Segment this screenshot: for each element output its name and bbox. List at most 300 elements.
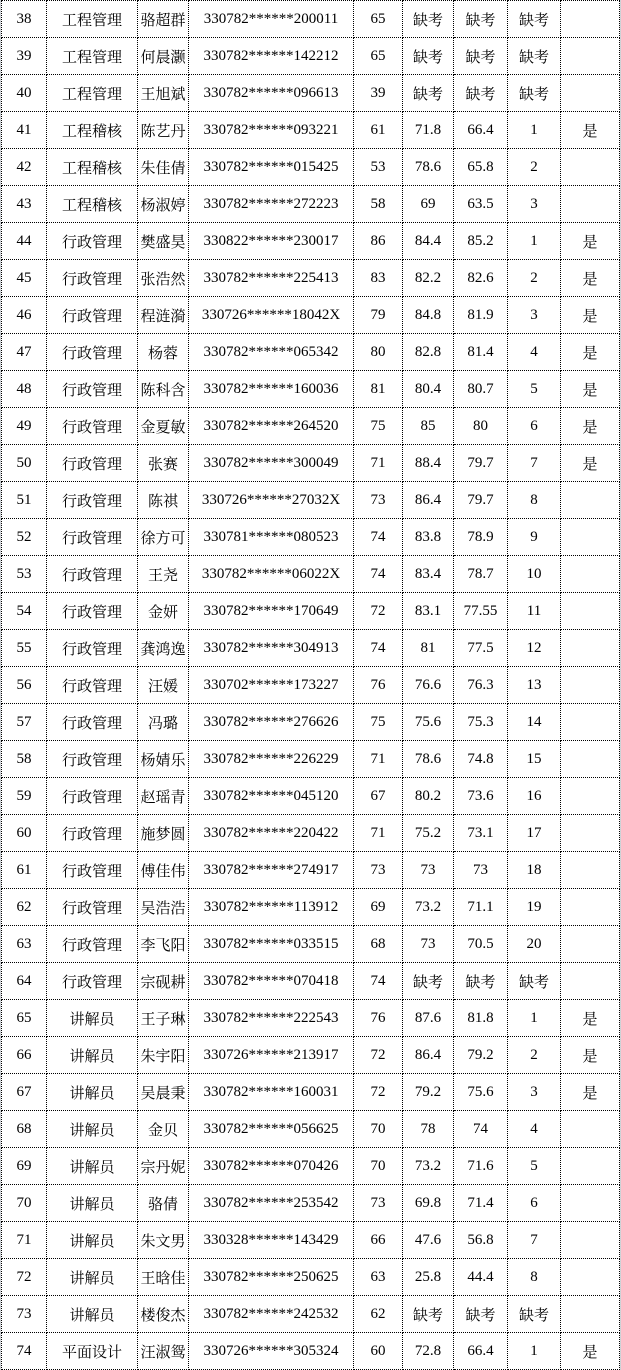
qualified-cell (561, 593, 620, 630)
qualified-cell (561, 482, 620, 519)
id-number-cell: 330782******220422 (189, 815, 354, 852)
id-number-cell: 330782******226229 (189, 741, 354, 778)
qualified-cell: 是 (561, 1074, 620, 1111)
name-cell: 樊盛昊 (138, 223, 189, 260)
id-number-cell: 330782******170649 (189, 593, 354, 630)
name-cell: 宗砚耕 (138, 963, 189, 1000)
rank-cell: 7 (508, 445, 561, 482)
row-number-cell: 65 (2, 1000, 47, 1037)
name-cell: 龚鸿逸 (138, 630, 189, 667)
name-cell: 李飞阳 (138, 926, 189, 963)
table-row (2, 519, 620, 556)
position-cell: 行政管理 (47, 963, 138, 1000)
qualified-cell: 是 (561, 223, 620, 260)
table-row (2, 186, 620, 223)
id-number-cell: 330782******304913 (189, 630, 354, 667)
name-cell: 骆超群 (138, 1, 189, 38)
score-1-cell: 69 (354, 889, 403, 926)
id-number-cell: 330781******080523 (189, 519, 354, 556)
qualified-cell (561, 963, 620, 1000)
table-row (2, 223, 620, 260)
position-cell: 行政管理 (47, 704, 138, 741)
qualified-cell (561, 75, 620, 112)
qualified-cell: 是 (561, 297, 620, 334)
score-1-cell: 74 (354, 963, 403, 1000)
qualified-cell (561, 704, 620, 741)
score-3-cell: 75.3 (454, 704, 508, 741)
position-cell: 工程稽核 (47, 112, 138, 149)
position-cell: 行政管理 (47, 371, 138, 408)
id-number-cell: 330782******300049 (189, 445, 354, 482)
row-number-cell: 61 (2, 852, 47, 889)
position-cell: 行政管理 (47, 260, 138, 297)
score-2-cell: 88.4 (403, 445, 454, 482)
score-2-cell: 69.8 (403, 1185, 454, 1222)
score-2-cell: 87.6 (403, 1000, 454, 1037)
score-1-cell: 60 (354, 1333, 403, 1370)
name-cell: 杨婧乐 (138, 741, 189, 778)
row-number-cell: 55 (2, 630, 47, 667)
qualified-cell (561, 556, 620, 593)
name-cell: 宗丹妮 (138, 1148, 189, 1185)
qualified-cell (561, 1, 620, 38)
name-cell: 汪媛 (138, 667, 189, 704)
rank-cell: 1 (508, 223, 561, 260)
name-cell: 陈科含 (138, 371, 189, 408)
rank-cell: 3 (508, 186, 561, 223)
score-1-cell: 58 (354, 186, 403, 223)
id-number-cell: 330782******222543 (189, 1000, 354, 1037)
score-3-cell: 66.4 (454, 112, 508, 149)
row-number-cell: 49 (2, 408, 47, 445)
row-number-cell: 40 (2, 75, 47, 112)
name-cell: 朱文男 (138, 1222, 189, 1259)
position-cell: 讲解员 (47, 1222, 138, 1259)
score-2-cell: 73.2 (403, 889, 454, 926)
id-number-cell: 330782******045120 (189, 778, 354, 815)
name-cell: 冯璐 (138, 704, 189, 741)
rank-cell: 缺考 (508, 963, 561, 1000)
qualified-cell: 是 (561, 260, 620, 297)
row-number-cell: 67 (2, 1074, 47, 1111)
table-row (2, 445, 620, 482)
name-cell: 朱宇阳 (138, 1037, 189, 1074)
score-3-cell: 缺考 (454, 1, 508, 38)
id-number-cell: 330726******18042X (189, 297, 354, 334)
qualified-cell: 是 (561, 408, 620, 445)
table-row (2, 1111, 620, 1148)
name-cell: 王子琳 (138, 1000, 189, 1037)
position-cell: 工程稽核 (47, 186, 138, 223)
id-number-cell: 330726******213917 (189, 1037, 354, 1074)
position-cell: 行政管理 (47, 778, 138, 815)
name-cell: 朱佳倩 (138, 149, 189, 186)
id-number-cell: 330782******225413 (189, 260, 354, 297)
table-row (2, 630, 620, 667)
score-2-cell: 78.6 (403, 741, 454, 778)
score-3-cell: 缺考 (454, 38, 508, 75)
position-cell: 讲解员 (47, 1296, 138, 1333)
table-row (2, 1333, 620, 1370)
position-cell: 讲解员 (47, 1000, 138, 1037)
score-1-cell: 73 (354, 482, 403, 519)
rank-cell: 8 (508, 482, 561, 519)
score-1-cell: 66 (354, 1222, 403, 1259)
row-number-cell: 54 (2, 593, 47, 630)
position-cell: 行政管理 (47, 482, 138, 519)
position-cell: 行政管理 (47, 519, 138, 556)
table-row (2, 852, 620, 889)
position-cell: 行政管理 (47, 741, 138, 778)
row-number-cell: 58 (2, 741, 47, 778)
id-number-cell: 330782******274917 (189, 852, 354, 889)
score-3-cell: 80 (454, 408, 508, 445)
table-row (2, 963, 620, 1000)
qualified-cell: 是 (561, 1333, 620, 1370)
score-1-cell: 74 (354, 519, 403, 556)
name-cell: 杨蓉 (138, 334, 189, 371)
id-number-cell: 330782******264520 (189, 408, 354, 445)
table-row (2, 1222, 620, 1259)
score-1-cell: 70 (354, 1148, 403, 1185)
position-cell: 讲解员 (47, 1074, 138, 1111)
id-number-cell: 330782******272223 (189, 186, 354, 223)
qualified-cell: 是 (561, 445, 620, 482)
name-cell: 赵瑶青 (138, 778, 189, 815)
name-cell: 金夏敏 (138, 408, 189, 445)
table-row (2, 1037, 620, 1074)
rank-cell: 5 (508, 371, 561, 408)
score-2-cell: 缺考 (403, 1, 454, 38)
name-cell: 金贝 (138, 1111, 189, 1148)
position-cell: 工程稽核 (47, 149, 138, 186)
position-cell: 行政管理 (47, 408, 138, 445)
score-3-cell: 74.8 (454, 741, 508, 778)
name-cell: 王旭斌 (138, 75, 189, 112)
qualified-cell: 是 (561, 1037, 620, 1074)
qualified-cell (561, 38, 620, 75)
position-cell: 工程管理 (47, 75, 138, 112)
position-cell: 行政管理 (47, 667, 138, 704)
score-1-cell: 71 (354, 445, 403, 482)
name-cell: 何晨灏 (138, 38, 189, 75)
score-2-cell: 85 (403, 408, 454, 445)
score-2-cell: 缺考 (403, 1296, 454, 1333)
row-number-cell: 64 (2, 963, 47, 1000)
name-cell: 吴晨秉 (138, 1074, 189, 1111)
id-number-cell: 330782******253542 (189, 1185, 354, 1222)
id-number-cell: 330782******070426 (189, 1148, 354, 1185)
score-2-cell: 76.6 (403, 667, 454, 704)
score-3-cell: 75.6 (454, 1074, 508, 1111)
score-3-cell: 73.6 (454, 778, 508, 815)
table-row (2, 334, 620, 371)
rank-cell: 1 (508, 1333, 561, 1370)
qualified-cell (561, 186, 620, 223)
score-1-cell: 72 (354, 1074, 403, 1111)
results-table-body (2, 1, 620, 1370)
rank-cell: 11 (508, 593, 561, 630)
table-row (2, 741, 620, 778)
score-3-cell: 56.8 (454, 1222, 508, 1259)
score-3-cell: 81.8 (454, 1000, 508, 1037)
table-row (2, 1, 620, 38)
table-row (2, 112, 620, 149)
qualified-cell: 是 (561, 371, 620, 408)
row-number-cell: 56 (2, 667, 47, 704)
id-number-cell: 330782******242532 (189, 1296, 354, 1333)
name-cell: 金妍 (138, 593, 189, 630)
position-cell: 行政管理 (47, 445, 138, 482)
table-row (2, 1000, 620, 1037)
score-2-cell: 73.2 (403, 1148, 454, 1185)
position-cell: 工程管理 (47, 1, 138, 38)
name-cell: 楼俊杰 (138, 1296, 189, 1333)
score-2-cell: 47.6 (403, 1222, 454, 1259)
rank-cell: 1 (508, 112, 561, 149)
score-2-cell: 81 (403, 630, 454, 667)
position-cell: 讲解员 (47, 1148, 138, 1185)
score-3-cell: 缺考 (454, 963, 508, 1000)
row-number-cell: 39 (2, 38, 47, 75)
qualified-cell (561, 630, 620, 667)
score-1-cell: 68 (354, 926, 403, 963)
qualified-cell (561, 741, 620, 778)
score-1-cell: 71 (354, 741, 403, 778)
score-3-cell: 44.4 (454, 1259, 508, 1296)
position-cell: 讲解员 (47, 1111, 138, 1148)
row-number-cell: 53 (2, 556, 47, 593)
score-1-cell: 39 (354, 75, 403, 112)
score-3-cell: 73.1 (454, 815, 508, 852)
score-3-cell: 74 (454, 1111, 508, 1148)
row-number-cell: 60 (2, 815, 47, 852)
row-number-cell: 52 (2, 519, 47, 556)
score-3-cell: 66.4 (454, 1333, 508, 1370)
rank-cell: 5 (508, 1148, 561, 1185)
rank-cell: 缺考 (508, 75, 561, 112)
qualified-cell (561, 815, 620, 852)
score-2-cell: 75.2 (403, 815, 454, 852)
rank-cell: 3 (508, 1074, 561, 1111)
table-row (2, 1074, 620, 1111)
score-1-cell: 72 (354, 593, 403, 630)
table-row (2, 593, 620, 630)
qualified-cell (561, 1185, 620, 1222)
score-2-cell: 82.2 (403, 260, 454, 297)
name-cell: 张赛 (138, 445, 189, 482)
rank-cell: 16 (508, 778, 561, 815)
rank-cell: 7 (508, 1222, 561, 1259)
position-cell: 工程管理 (47, 38, 138, 75)
score-1-cell: 73 (354, 852, 403, 889)
score-3-cell: 71.1 (454, 889, 508, 926)
rank-cell: 17 (508, 815, 561, 852)
table-row (2, 371, 620, 408)
qualified-cell (561, 1111, 620, 1148)
name-cell: 杨淑婷 (138, 186, 189, 223)
row-number-cell: 41 (2, 112, 47, 149)
qualified-cell (561, 519, 620, 556)
id-number-cell: 330782******250625 (189, 1259, 354, 1296)
table-row (2, 556, 620, 593)
table-row (2, 1185, 620, 1222)
table-row (2, 889, 620, 926)
position-cell: 行政管理 (47, 556, 138, 593)
row-number-cell: 48 (2, 371, 47, 408)
rank-cell: 缺考 (508, 1296, 561, 1333)
row-number-cell: 38 (2, 1, 47, 38)
score-2-cell: 79.2 (403, 1074, 454, 1111)
row-number-cell: 45 (2, 260, 47, 297)
id-number-cell: 330782******015425 (189, 149, 354, 186)
id-number-cell: 330782******160036 (189, 371, 354, 408)
position-cell: 讲解员 (47, 1185, 138, 1222)
rank-cell: 2 (508, 260, 561, 297)
score-3-cell: 缺考 (454, 1296, 508, 1333)
position-cell: 行政管理 (47, 815, 138, 852)
score-2-cell: 84.4 (403, 223, 454, 260)
table-row (2, 482, 620, 519)
id-number-cell: 330328******143429 (189, 1222, 354, 1259)
score-3-cell: 81.9 (454, 297, 508, 334)
score-3-cell: 63.5 (454, 186, 508, 223)
name-cell: 陈艺丹 (138, 112, 189, 149)
name-cell: 陈祺 (138, 482, 189, 519)
rank-cell: 2 (508, 1037, 561, 1074)
table-row (2, 778, 620, 815)
id-number-cell: 330782******06022X (189, 556, 354, 593)
position-cell: 讲解员 (47, 1259, 138, 1296)
id-number-cell: 330782******096613 (189, 75, 354, 112)
rank-cell: 20 (508, 926, 561, 963)
position-cell: 行政管理 (47, 852, 138, 889)
id-number-cell: 330726******27032X (189, 482, 354, 519)
rank-cell: 10 (508, 556, 561, 593)
score-3-cell: 70.5 (454, 926, 508, 963)
rank-cell: 13 (508, 667, 561, 704)
table-row (2, 149, 620, 186)
table-row (2, 704, 620, 741)
score-1-cell: 61 (354, 112, 403, 149)
score-3-cell: 77.5 (454, 630, 508, 667)
row-number-cell: 70 (2, 1185, 47, 1222)
score-1-cell: 62 (354, 1296, 403, 1333)
id-number-cell: 330782******113912 (189, 889, 354, 926)
score-1-cell: 65 (354, 1, 403, 38)
rank-cell: 缺考 (508, 38, 561, 75)
score-3-cell: 80.7 (454, 371, 508, 408)
score-3-cell: 79.7 (454, 445, 508, 482)
score-1-cell: 76 (354, 667, 403, 704)
id-number-cell: 330782******065342 (189, 334, 354, 371)
row-number-cell: 44 (2, 223, 47, 260)
table-row (2, 408, 620, 445)
row-number-cell: 59 (2, 778, 47, 815)
score-2-cell: 72.8 (403, 1333, 454, 1370)
table-row (2, 38, 620, 75)
id-number-cell: 330782******056625 (189, 1111, 354, 1148)
score-3-cell: 78.7 (454, 556, 508, 593)
id-number-cell: 330822******230017 (189, 223, 354, 260)
score-2-cell: 78.6 (403, 149, 454, 186)
position-cell: 行政管理 (47, 889, 138, 926)
rank-cell: 15 (508, 741, 561, 778)
score-3-cell: 65.8 (454, 149, 508, 186)
row-number-cell: 42 (2, 149, 47, 186)
table-row (2, 260, 620, 297)
qualified-cell (561, 1148, 620, 1185)
qualified-cell (561, 1296, 620, 1333)
name-cell: 张浩然 (138, 260, 189, 297)
qualified-cell: 是 (561, 1000, 620, 1037)
table-row (2, 297, 620, 334)
score-1-cell: 74 (354, 556, 403, 593)
row-number-cell: 57 (2, 704, 47, 741)
score-1-cell: 76 (354, 1000, 403, 1037)
score-2-cell: 80.2 (403, 778, 454, 815)
score-1-cell: 67 (354, 778, 403, 815)
table-row (2, 1259, 620, 1296)
score-3-cell: 缺考 (454, 75, 508, 112)
score-1-cell: 65 (354, 38, 403, 75)
position-cell: 行政管理 (47, 297, 138, 334)
table-row (2, 1148, 620, 1185)
qualified-cell: 是 (561, 334, 620, 371)
id-number-cell: 330782******200011 (189, 1, 354, 38)
qualified-cell (561, 926, 620, 963)
name-cell: 施梦圆 (138, 815, 189, 852)
position-cell: 行政管理 (47, 334, 138, 371)
rank-cell: 19 (508, 889, 561, 926)
name-cell: 吴浩浩 (138, 889, 189, 926)
position-cell: 行政管理 (47, 630, 138, 667)
table-row (2, 1296, 620, 1333)
row-number-cell: 47 (2, 334, 47, 371)
qualified-cell (561, 667, 620, 704)
score-2-cell: 73 (403, 852, 454, 889)
score-3-cell: 85.2 (454, 223, 508, 260)
score-2-cell: 缺考 (403, 963, 454, 1000)
score-1-cell: 75 (354, 704, 403, 741)
id-number-cell: 330782******093221 (189, 112, 354, 149)
score-2-cell: 83.4 (403, 556, 454, 593)
score-3-cell: 71.6 (454, 1148, 508, 1185)
score-2-cell: 82.8 (403, 334, 454, 371)
rank-cell: 4 (508, 1111, 561, 1148)
qualified-cell (561, 1222, 620, 1259)
row-number-cell: 66 (2, 1037, 47, 1074)
score-1-cell: 81 (354, 371, 403, 408)
row-number-cell: 51 (2, 482, 47, 519)
rank-cell: 3 (508, 297, 561, 334)
row-number-cell: 50 (2, 445, 47, 482)
score-2-cell: 缺考 (403, 75, 454, 112)
score-2-cell: 86.4 (403, 1037, 454, 1074)
score-2-cell: 71.8 (403, 112, 454, 149)
rank-cell: 1 (508, 1000, 561, 1037)
rank-cell: 12 (508, 630, 561, 667)
score-2-cell: 83.1 (403, 593, 454, 630)
row-number-cell: 43 (2, 186, 47, 223)
rank-cell: 14 (508, 704, 561, 741)
id-number-cell: 330726******305324 (189, 1333, 354, 1370)
id-number-cell: 330782******070418 (189, 963, 354, 1000)
rank-cell: 4 (508, 334, 561, 371)
score-2-cell: 80.4 (403, 371, 454, 408)
row-number-cell: 63 (2, 926, 47, 963)
score-3-cell: 79.2 (454, 1037, 508, 1074)
